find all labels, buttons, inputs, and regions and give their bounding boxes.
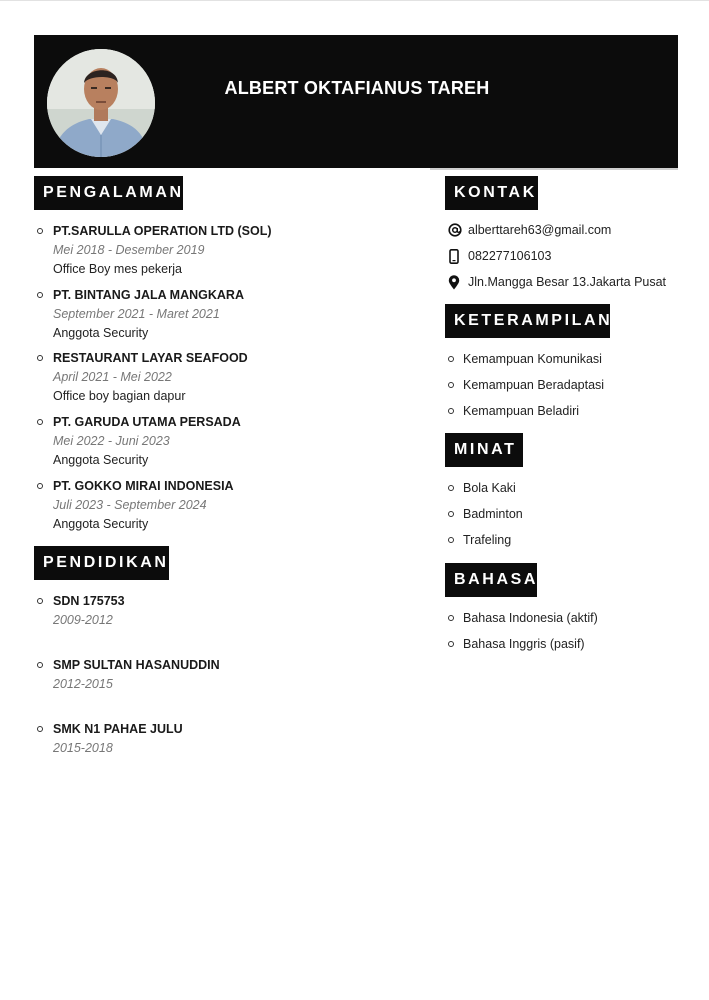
top-rule <box>0 0 709 1</box>
interest-item: Badminton <box>447 506 523 522</box>
contact-address: Jln.Mangga Besar 13.Jakarta Pusat <box>468 275 667 289</box>
experience-role: Office Boy mes pekerja <box>53 262 182 276</box>
map-pin-icon <box>448 275 468 290</box>
section-education: PENDIDIKAN <box>34 546 169 580</box>
interest-item: Trafeling <box>447 532 511 548</box>
section-contact: KONTAK <box>445 176 538 210</box>
experience-company: PT.SARULLA OPERATION LTD (SOL) <box>36 223 416 239</box>
experience-item <box>36 287 416 342</box>
experience-company: PT. GOKKO MIRAI INDONESIA <box>36 478 416 494</box>
skill-item: Kemampuan Komunikasi <box>447 351 602 367</box>
at-icon <box>448 223 468 237</box>
contact-phone-row <box>448 247 551 265</box>
skill-item: Kemampuan Beradaptasi <box>447 377 604 393</box>
experience-period: September 2021 - Maret 2021 <box>53 307 220 321</box>
language-item: Bahasa Inggris (pasif) <box>447 636 585 652</box>
contact-email-row <box>448 221 611 239</box>
experience-company: RESTAURANT LAYAR SEAFOOD <box>36 350 416 366</box>
experience-company: PT. BINTANG JALA MANGKARA <box>36 287 416 303</box>
interest-item: Bola Kaki <box>447 480 516 496</box>
person-photo-illustration <box>47 49 155 157</box>
experience-period: April 2021 - Mei 2022 <box>53 370 172 384</box>
header-underline <box>430 168 678 170</box>
experience-item <box>36 350 416 405</box>
education-period: 2015-2018 <box>53 741 113 755</box>
experience-period: Juli 2023 - September 2024 <box>53 498 207 512</box>
education-period: 2012-2015 <box>53 677 113 691</box>
experience-item <box>36 223 416 278</box>
education-item <box>36 657 416 693</box>
contact-address-row <box>448 273 666 291</box>
education-school: SMK N1 PAHAE JULU <box>36 721 416 737</box>
experience-period: Mei 2022 - Juni 2023 <box>53 434 170 448</box>
experience-role: Anggota Security <box>53 517 149 531</box>
experience-company: PT. GARUDA UTAMA PERSADA <box>36 414 416 430</box>
education-period: 2009-2012 <box>53 613 113 627</box>
education-item <box>36 721 416 757</box>
experience-item <box>36 478 416 533</box>
profile-photo <box>47 49 155 157</box>
education-school: SDN 175753 <box>36 593 416 609</box>
skill-item: Kemampuan Beladiri <box>447 403 579 419</box>
contact-email: alberttareh63@gmail.com <box>468 223 612 237</box>
experience-role: Anggota Security <box>53 326 149 340</box>
education-school: SMP SULTAN HASANUDDIN <box>36 657 416 673</box>
experience-period: Mei 2018 - Desember 2019 <box>53 243 205 257</box>
phone-icon <box>448 249 468 264</box>
section-languages: BAHASA <box>445 563 537 597</box>
section-skills: KETERAMPILAN <box>445 304 610 338</box>
experience-role: Anggota Security <box>53 453 149 467</box>
candidate-name: ALBERT OKTAFIANUS TAREH <box>224 78 490 98</box>
contact-phone: 082277106103 <box>468 249 552 263</box>
experience-role: Office boy bagian dapur <box>53 389 186 403</box>
experience-item <box>36 414 416 469</box>
language-item: Bahasa Indonesia (aktif) <box>447 610 598 626</box>
section-experience: PENGALAMAN <box>34 176 183 210</box>
section-interests: MINAT <box>445 433 523 467</box>
education-item <box>36 593 416 629</box>
